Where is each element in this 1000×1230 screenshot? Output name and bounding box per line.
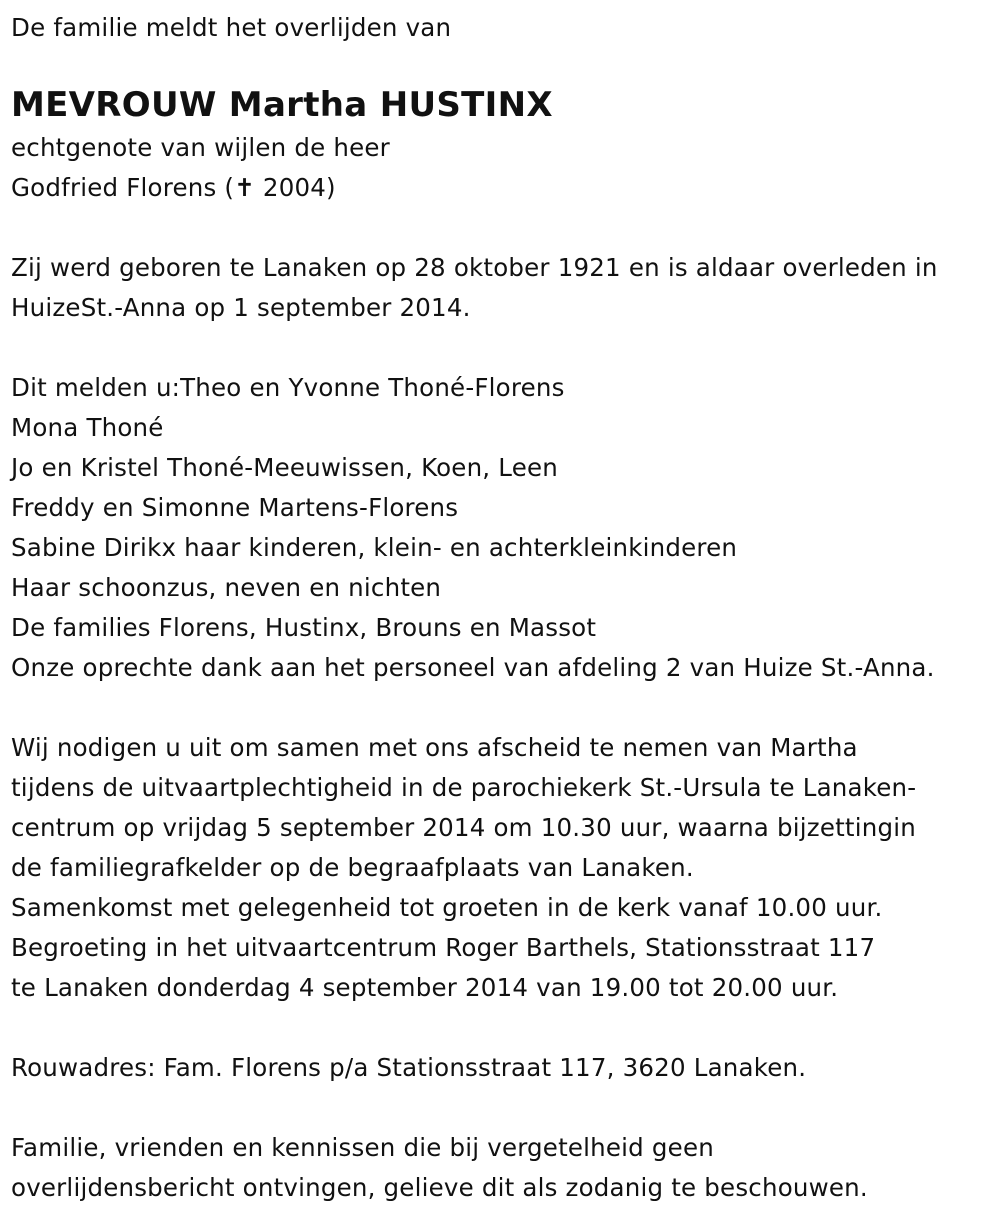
family-line: Sabine Dirikx haar kinderen, klein- en achterkleinkinderen	[11, 533, 738, 562]
funeral-line: tijdens de uitvaartplechtigheid in de parochiekerk St.-Ursula te Lanaken-	[11, 773, 917, 802]
family-line: Dit melden u:Theo en Yvonne Thoné-Florens	[11, 373, 565, 402]
birth-line: Zij werd geboren te Lanaken op 28 oktober 1921 en is aldaar overleden in	[11, 253, 938, 282]
birth-line: HuizeSt.-Anna op 1 september 2014.	[11, 293, 471, 322]
funeral-line: te Lanaken donderdag 4 september 2014 van 19.00 tot 20.00 uur.	[11, 973, 839, 1002]
intro-text: De familie meldt het overlijden van	[11, 13, 452, 42]
closing-line: overlijdensbericht ontvingen, gelieve dit als zodanig te beschouwen.	[11, 1173, 868, 1202]
family-line: Freddy en Simonne Martens-Florens	[11, 493, 459, 522]
spouse-name-line	[11, 168, 1000, 208]
thanks-line: Onze oprechte dank aan het personeel van afdeling 2 van Huize St.-Anna.	[11, 653, 935, 682]
funeral-line: de familiegrafkelder op de begraafplaats van Lanaken.	[11, 853, 694, 882]
funeral-line: Wij nodigen u uit om samen met ons afscheid te nemen van Martha	[11, 733, 858, 762]
funeral-line: Begroeting in het uitvaartcentrum Roger Barthels, Stationsstraat 117	[11, 933, 876, 962]
spouse-death-year: 2004)	[254, 173, 336, 202]
family-line: De families Florens, Hustinx, Brouns en Massot	[11, 613, 597, 642]
funeral-line: Samenkomst met gelegenheid tot groeten in de kerk vanaf 10.00 uur.	[11, 893, 883, 922]
family-line: Mona Thoné	[11, 413, 164, 442]
closing-line: Familie, vrienden en kennissen die bij vergetelheid geen	[11, 1133, 714, 1162]
family-line: Haar schoonzus, neven en nichten	[11, 573, 442, 602]
spouse-description: echtgenote van wijlen de heer	[11, 133, 390, 162]
family-line: Jo en Kristel Thoné-Meeuwissen, Koen, Leen	[11, 453, 558, 482]
mourning-address: Rouwadres: Fam. Florens p/a Stationsstraat 117, 3620 Lanaken.	[11, 1053, 807, 1082]
deceased-name: MEVROUW Martha HUSTINX	[11, 85, 553, 125]
cross-icon: ✝	[234, 173, 255, 202]
funeral-line: centrum op vrijdag 5 september 2014 om 10.30 uur, waarna bijzettingin	[11, 813, 916, 842]
spouse-name: Godfried Florens (	[11, 173, 235, 202]
